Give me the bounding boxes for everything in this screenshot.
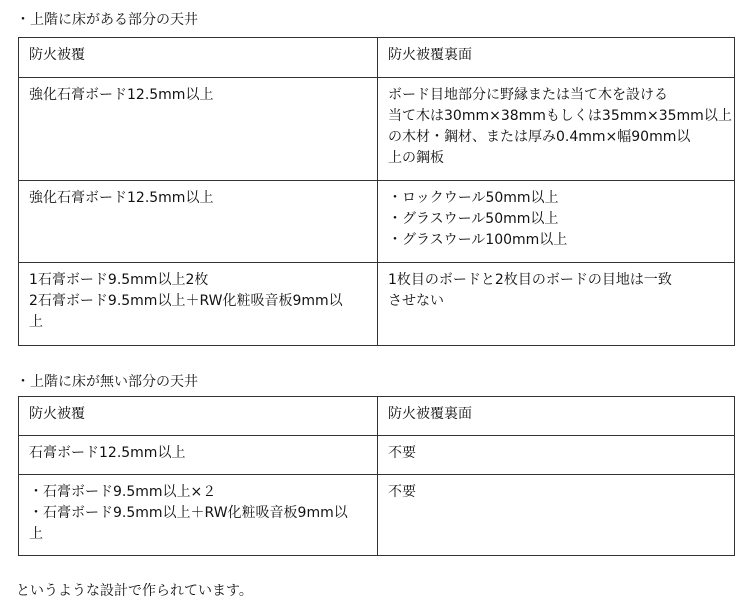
backside-cell xyxy=(378,78,735,181)
section1-heading: ・上階に床がある部分の天井 xyxy=(16,12,198,28)
cell-text: 強化石膏ボード12.5mm以上 xyxy=(29,190,214,206)
cell-text: 上の鋼板 xyxy=(388,150,444,166)
header-cell-fireproof-covering xyxy=(19,397,378,436)
backside-cell xyxy=(378,436,735,475)
covering-cell xyxy=(19,78,378,181)
cell-text: 不要 xyxy=(388,445,416,461)
section2-heading: ・上階に床が無い部分の天井 xyxy=(16,374,198,390)
list-item: ・石膏ボード9.5mm以上＋RW化粧吸音板9mm以 xyxy=(29,505,348,521)
covering-cell xyxy=(19,436,378,475)
backside-cell xyxy=(378,263,735,346)
list-item: ・石膏ボード9.5mm以上×２ xyxy=(29,484,217,500)
cell-text: させない xyxy=(388,293,444,309)
list-item: ・グラスウール50mm以上 xyxy=(388,211,559,227)
covering-cell xyxy=(19,475,378,556)
table-header-row xyxy=(19,38,735,78)
cell-text: の木材・鋼材、または厚み0.4mm×幅90mm以 xyxy=(388,129,691,145)
header-label: 防火被覆 xyxy=(29,406,85,422)
cell-text: 1枚目のボードと2枚目のボードの目地は一致 xyxy=(388,272,672,288)
table-row xyxy=(19,263,735,346)
cell-text: ボード目地部分に野縁または当て木を設ける xyxy=(388,87,668,103)
covering-cell xyxy=(19,181,378,263)
ceiling-without-floor-above-table xyxy=(18,396,735,556)
cell-text: 強化石膏ボード12.5mm以上 xyxy=(29,87,214,103)
header-cell-covering-backside xyxy=(378,397,735,436)
list-item: ・グラスウール100mm以上 xyxy=(388,232,568,248)
header-label: 防火被覆裏面 xyxy=(388,406,472,422)
table-row xyxy=(19,78,735,181)
header-label: 防火被覆 xyxy=(29,47,85,63)
ceiling-with-floor-above-table xyxy=(18,37,735,346)
table-row xyxy=(19,436,735,475)
cell-text: 1石膏ボード9.5mm以上2枚 xyxy=(29,272,209,288)
cell-text: 不要 xyxy=(388,484,416,500)
covering-cell xyxy=(19,263,378,346)
cell-text: 当て木は30mm×38mmもしくは35mm×35mm以上 xyxy=(388,108,732,124)
table-row xyxy=(19,181,735,263)
header-label: 防火被覆裏面 xyxy=(388,47,472,63)
header-cell-fireproof-covering xyxy=(19,38,378,78)
cell-text: 上 xyxy=(29,314,43,330)
list-item: ・ロックウール50mm以上 xyxy=(388,190,559,206)
table-row xyxy=(19,475,735,556)
backside-cell xyxy=(378,475,735,556)
table-header-row xyxy=(19,397,735,436)
cell-text: 2石膏ボード9.5mm以上＋RW化粧吸音板9mm以 xyxy=(29,293,343,309)
cell-text: 石膏ボード12.5mm以上 xyxy=(29,445,186,461)
cell-text: 上 xyxy=(29,526,43,542)
backside-cell xyxy=(378,181,735,263)
closing-sentence: というような設計で作られています。 xyxy=(16,583,253,599)
header-cell-covering-backside xyxy=(378,38,735,78)
